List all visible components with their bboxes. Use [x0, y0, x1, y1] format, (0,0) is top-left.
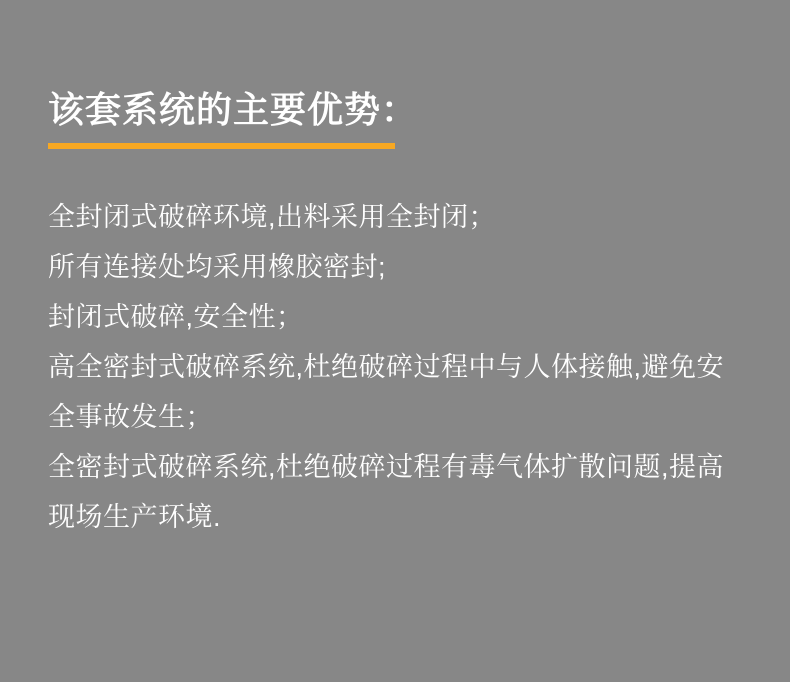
list-item: 全密封式破碎系统,杜绝破碎过程有毒气体扩散问题,提高现场生产环境. [48, 452, 725, 532]
heading-block [48, 88, 748, 149]
list-item: 高全密封式破碎系统,杜绝破碎过程中与人体接触,避免安全事故发生； [48, 352, 725, 432]
page-title: 该套系统的主要优势： [48, 89, 419, 130]
title-underline-accent [48, 143, 395, 149]
list-item: 所有连接处均采用橡胶密封; [48, 252, 387, 282]
list-item: 封闭式破碎,安全性； [48, 302, 304, 332]
advantages-list [48, 192, 748, 542]
list-item: 全封闭式破碎环境,出料采用全封闭； [48, 202, 497, 232]
